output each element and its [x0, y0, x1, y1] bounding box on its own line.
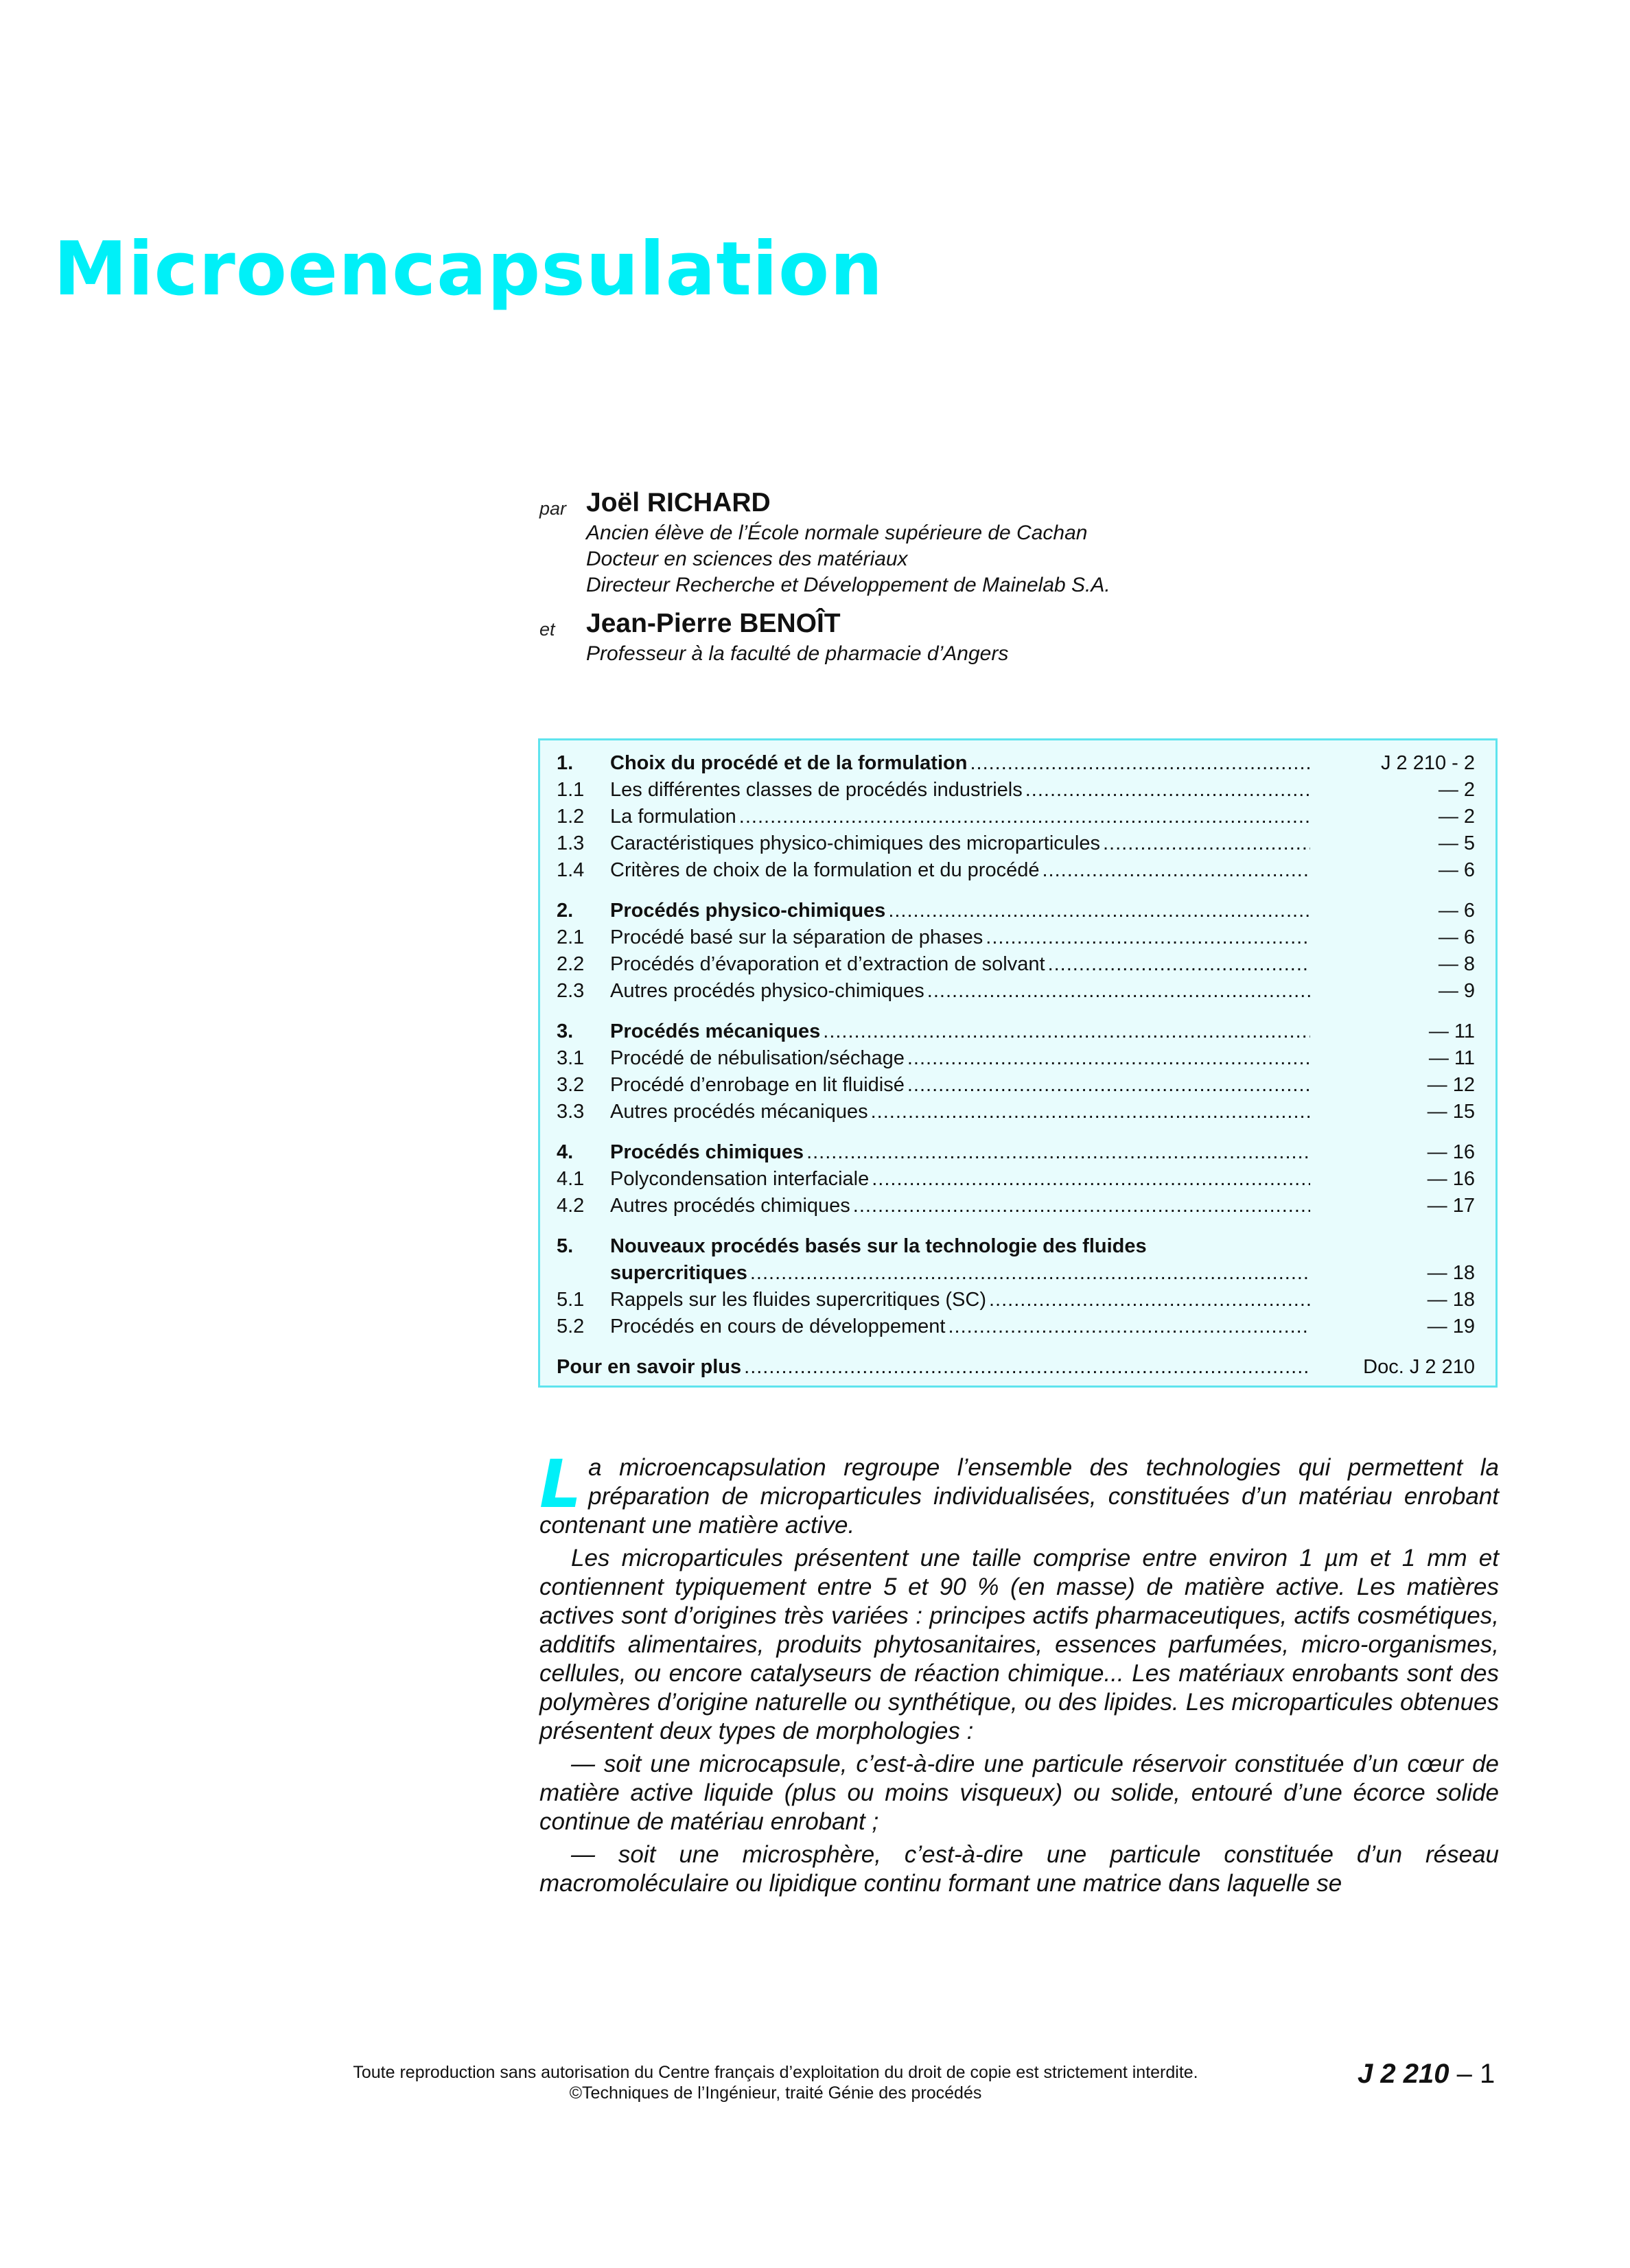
toc-entry[interactable] [557, 1139, 1475, 1166]
toc-page: — 16 [1427, 1141, 1475, 1163]
toc-entry[interactable] [557, 1287, 1475, 1313]
toc-entry[interactable] [557, 830, 1475, 857]
toc-entry[interactable] [557, 1072, 1475, 1099]
toc-page: — 12 [1427, 1074, 1475, 1096]
toc-section-3 [557, 1018, 1475, 1125]
author-affiliation: Docteur en sciences des matériaux [586, 548, 908, 570]
toc-page: — 8 [1438, 953, 1475, 975]
toc-leader [806, 1139, 1310, 1166]
toc-leader [1103, 830, 1310, 857]
toc-entry[interactable] [557, 1099, 1475, 1125]
toc-page: — 19 [1427, 1316, 1475, 1337]
author-name: Joël RICHARD [586, 488, 771, 517]
paragraph: Les microparticules présentent une taille comprise entre environ 1 µm et 1 mm et contiennent typiquement entre 5 et 90 % (en masse) de matière active. Les matières actives sont d’origines très variées : principes actifs pharmaceutiques, actifs cosmétiques, additifs alimentaires, produits phytosanitaires, essences parfumées, micro-organismes, cellules, ou encore catalyseurs de réaction chimique... Les matériaux enrobants sont des polymères d’origine naturelle ou synthétique, ou des lipides. Les microparticules obtenues présentent deux types de morphologies : [539, 1545, 1499, 1744]
toc-leader [970, 750, 1310, 777]
footer-copyright [261, 2062, 1290, 2103]
toc-entry[interactable] [557, 951, 1475, 978]
author-2 [539, 607, 1500, 667]
toc-label: Choix du procédé et de la formulation [610, 752, 968, 774]
toc-label: Caractéristiques physico-chimiques des microparticules [610, 832, 1100, 854]
paragraph: — soit une microsphère, c’est-à-dire une particule constituée d’un réseau macromoléculaire ou lipidique continu formant une matrice dans laquelle se [539, 1841, 1499, 1897]
toc-leader [927, 978, 1310, 1005]
toc-label: Procédés d’évaporation et d’extraction de solvant [610, 953, 1045, 975]
toc-label: Autres procédés chimiques [610, 1195, 850, 1217]
toc-label: Procédé de nébulisation/séchage [610, 1047, 905, 1069]
toc-number: 2.2 [557, 953, 585, 975]
toc-number: 2.1 [557, 926, 585, 948]
toc-entry[interactable] [557, 898, 1475, 924]
toc-entry[interactable] [557, 978, 1475, 1005]
author-name: Jean-Pierre BENOÎT [586, 609, 841, 638]
toc-number: 2.3 [557, 980, 585, 1002]
toc-number: 1.3 [557, 832, 585, 854]
toc-number: 2. [557, 900, 574, 922]
toc-entry[interactable] [557, 750, 1475, 777]
toc-number: 1.2 [557, 806, 585, 828]
toc-leader [948, 1313, 1310, 1340]
paragraph: La microencapsulation regroupe l’ensemble des technologies qui permettent la préparation de microparticules individualisées, constituées d’un matériau enrobant contenant une matière active. [539, 1446, 1499, 1539]
toc-leader [744, 1354, 1310, 1381]
toc-page: — 6 [1438, 900, 1475, 922]
authors-block [539, 486, 1500, 667]
toc-page: — 18 [1427, 1289, 1475, 1311]
toc-label: Les différentes classes de procédés industriels [610, 779, 1023, 801]
toc-leader [853, 1193, 1310, 1219]
footer-line-2: ©Techniques de l’Ingénieur, traité Génie des procédés [569, 2083, 982, 2103]
toc-number: 3. [557, 1020, 574, 1042]
toc-entry[interactable] [557, 1233, 1475, 1260]
toc-leader [888, 898, 1310, 924]
toc-label: Pour en savoir plus [557, 1356, 742, 1378]
toc-label: Nouveaux procédés basés sur la technologie des fluides [610, 1235, 1147, 1257]
toc-number: 4.2 [557, 1195, 585, 1217]
toc-leader [989, 1287, 1310, 1313]
toc-leader [1048, 951, 1310, 978]
page-title: Microencapsulation [54, 226, 884, 312]
toc-entry[interactable] [557, 857, 1475, 884]
toc-page: — 5 [1438, 832, 1475, 854]
toc-page: — 15 [1427, 1101, 1475, 1123]
toc-number: 3.2 [557, 1074, 585, 1096]
paragraph: — soit une microcapsule, c’est-à-dire une particule réservoir constituée d’un cœur de matière active liquide (plus ou moins visqueux) ou solide, entouré d’une écorce solide continue de matériau enrobant ; [539, 1751, 1499, 1835]
toc-label: Procédé basé sur la séparation de phases [610, 926, 983, 948]
toc-label: Procédés chimiques [610, 1141, 804, 1163]
toc-page: — 17 [1427, 1195, 1475, 1217]
author-affiliation: Professeur à la faculté de pharmacie d’Angers [586, 642, 1009, 665]
toc-leader [907, 1045, 1310, 1072]
page-number: – 1 [1449, 2059, 1495, 2089]
toc-page: — 11 [1428, 1020, 1475, 1042]
toc-number: 4. [557, 1141, 574, 1163]
toc-page: — 2 [1438, 779, 1475, 801]
toc-number: 4.1 [557, 1168, 585, 1190]
toc-number: 5.2 [557, 1316, 585, 1337]
toc-label: Autres procédés physico-chimiques [610, 980, 924, 1002]
toc-leader [907, 1072, 1310, 1099]
toc-entry-continuation[interactable] [557, 1260, 1475, 1287]
toc-page: — 2 [1438, 806, 1475, 828]
page-reference [1358, 2059, 1495, 2090]
toc-label: Polycondensation interfaciale [610, 1168, 870, 1190]
toc-entry[interactable] [557, 777, 1475, 804]
toc-leader [739, 804, 1310, 830]
toc-entry[interactable] [557, 1045, 1475, 1072]
toc-page: Doc. J 2 210 [1363, 1356, 1475, 1378]
toc-section-5 [557, 1233, 1475, 1340]
toc-section-1 [557, 750, 1475, 884]
toc-page: — 6 [1438, 926, 1475, 948]
toc-label: Procédés en cours de développement [610, 1316, 946, 1337]
toc-section-4 [557, 1139, 1475, 1219]
toc-label: supercritiques [610, 1262, 747, 1284]
toc-number: 3.1 [557, 1047, 585, 1069]
toc-label: La formulation [610, 806, 736, 828]
toc-entry[interactable] [557, 1193, 1475, 1219]
toc-leader [986, 924, 1310, 951]
author-role: et [539, 619, 555, 640]
toc-page: — 16 [1427, 1168, 1475, 1190]
toc-entry[interactable] [557, 1018, 1475, 1045]
toc-label: Autres procédés mécaniques [610, 1101, 868, 1123]
author-affiliation: Ancien élève de l’École normale supérieure de Cachan [586, 522, 1088, 544]
toc-label: Procédés mécaniques [610, 1020, 821, 1042]
toc-number: 5.1 [557, 1289, 585, 1311]
toc-number: 1. [557, 752, 574, 774]
toc-number: 3.3 [557, 1101, 585, 1123]
toc-page: — 9 [1438, 980, 1475, 1002]
toc-number: 1.4 [557, 859, 585, 881]
toc-page: — 6 [1438, 859, 1475, 881]
toc-leader [750, 1260, 1310, 1287]
toc-page: — 11 [1428, 1047, 1475, 1069]
toc-label: Rappels sur les fluides supercritiques (SC) [610, 1289, 986, 1311]
toc-entry[interactable] [557, 1166, 1475, 1193]
toc-leader [823, 1018, 1310, 1045]
toc-label: Critères de choix de la formulation et du procédé [610, 859, 1040, 881]
author-role: par [539, 498, 567, 519]
toc-number: 1.1 [557, 779, 585, 801]
author-1 [539, 486, 1500, 598]
toc-section-2 [557, 898, 1475, 1005]
toc-page: J 2 210 - 2 [1380, 752, 1475, 774]
toc-label: Procédé d’enrobage en lit fluidisé [610, 1074, 905, 1096]
document-code: J 2 210 [1358, 2059, 1449, 2089]
footer-line-1: Toute reproduction sans autorisation du Centre français d’exploitation du droit de copie est strictement interdite. [353, 2063, 1198, 2082]
toc-leader [1025, 777, 1310, 804]
drop-cap: L [539, 1446, 582, 1523]
toc-entry[interactable] [557, 1313, 1475, 1340]
toc-leader [871, 1099, 1310, 1125]
toc-label: Procédés physico-chimiques [610, 900, 886, 922]
author-affiliation: Directeur Recherche et Développement de Mainelab S.A. [586, 574, 1110, 596]
toc-leader [872, 1166, 1310, 1193]
table-of-contents [538, 738, 1498, 1388]
toc-number: 5. [557, 1235, 574, 1257]
toc-page: — 18 [1427, 1262, 1475, 1284]
toc-entry[interactable] [557, 804, 1475, 830]
toc-entry-more[interactable] [557, 1354, 1475, 1381]
toc-leader [1042, 857, 1310, 884]
body-text [539, 1446, 1499, 1902]
toc-entry[interactable] [557, 924, 1475, 951]
